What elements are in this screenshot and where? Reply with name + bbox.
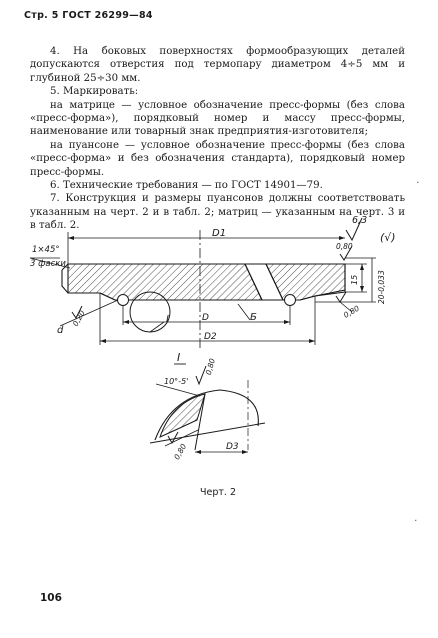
margin-mark-right-bottom: · <box>414 516 418 527</box>
arrow-d1-right <box>339 236 345 240</box>
paragraph-5-matrix: на матрице — условное обозначение пресс-формы (без слова «пресс-форма»), порядковый номер и массу пресс-формы, наименование или товарный знак предприятия-изготовителя; <box>30 99 405 138</box>
paragraph-4: 4. На боковых поверхностях формообразующих деталей допускаются отверстия под термопару диаметром 4÷5 мм и глубиной 25÷30 мм. <box>30 46 405 84</box>
chamfer-count-label: 3 фаски <box>30 259 66 269</box>
roughness-other-label: (√) <box>380 231 396 244</box>
detail-rough-bottom-mark <box>168 432 178 443</box>
arrow-15-bottom <box>360 286 364 292</box>
page-header: Стр. 5 ГОСТ 26299—84 <box>24 10 153 21</box>
rough-080-top-label: 0,80 <box>336 242 353 251</box>
page-number: 106 <box>40 592 62 604</box>
detail-view-I <box>150 351 265 461</box>
arrow-d1-left <box>68 236 74 240</box>
detail-angle-label: 10°-5' <box>164 377 189 386</box>
B-leader <box>238 304 250 320</box>
paragraph-5: 5. Маркировать: <box>50 86 139 98</box>
vent-hole-left <box>118 295 129 306</box>
detail-I-label: I <box>177 351 181 364</box>
paragraph-6: 6. Технические требования — по ГОСТ 14901—79. <box>50 180 323 192</box>
punch-left-hatch <box>68 264 262 300</box>
d-label: d <box>57 325 64 336</box>
view-B-label: Б <box>250 312 257 323</box>
view-I-label: I <box>166 314 169 325</box>
margin-mark-right-top: · <box>416 178 420 189</box>
dim-20-label: 20-0,033 <box>377 270 386 304</box>
detail-rough-bottom-label: 0,80 <box>172 442 189 462</box>
figure-caption: Черт. 2 <box>200 487 237 498</box>
rough-080-right-label: 0,80 <box>341 303 361 320</box>
D2-label: D2 <box>204 332 217 342</box>
detail-D3-arrow-right <box>242 450 248 454</box>
arrow-d-right <box>284 320 290 324</box>
detail-D3-label: D3 <box>226 442 239 452</box>
D1-label: D1 <box>212 228 227 239</box>
arrow-d-left <box>123 320 129 324</box>
arrow-d2-left <box>100 339 106 343</box>
D-label: D <box>202 313 209 323</box>
arrow-d2-right <box>309 339 315 343</box>
arrow-15-top <box>360 264 364 270</box>
paragraph-7: 7. Конструкция и размеры пуансонов должны соответствовать указанным на черт. 2 и в табл. 2; матриц — указанным на черт. 3 и в табл. 2. <box>30 193 405 232</box>
punch-section <box>62 264 345 300</box>
d-leader <box>60 300 118 326</box>
chamfer-label: 1×45° <box>32 245 60 255</box>
paragraph-5-punch: на пуансоне — условное обозначение пресс-формы (без слова «пресс-форма» и без обозначения стандарта), порядковый номер пресс-формы. <box>30 139 405 178</box>
dim-15-label: 15 <box>350 274 359 285</box>
vent-hole-right <box>285 295 296 306</box>
rough-020-label: 0,20 <box>70 308 87 328</box>
detail-D3-arrow-left <box>195 450 201 454</box>
roughness-main-label: 6,3 <box>352 215 368 226</box>
detail-rough-top-mark <box>196 366 206 384</box>
detail-rough-top-label: 0,80 <box>203 357 217 376</box>
punch-right-hatch <box>266 264 345 300</box>
